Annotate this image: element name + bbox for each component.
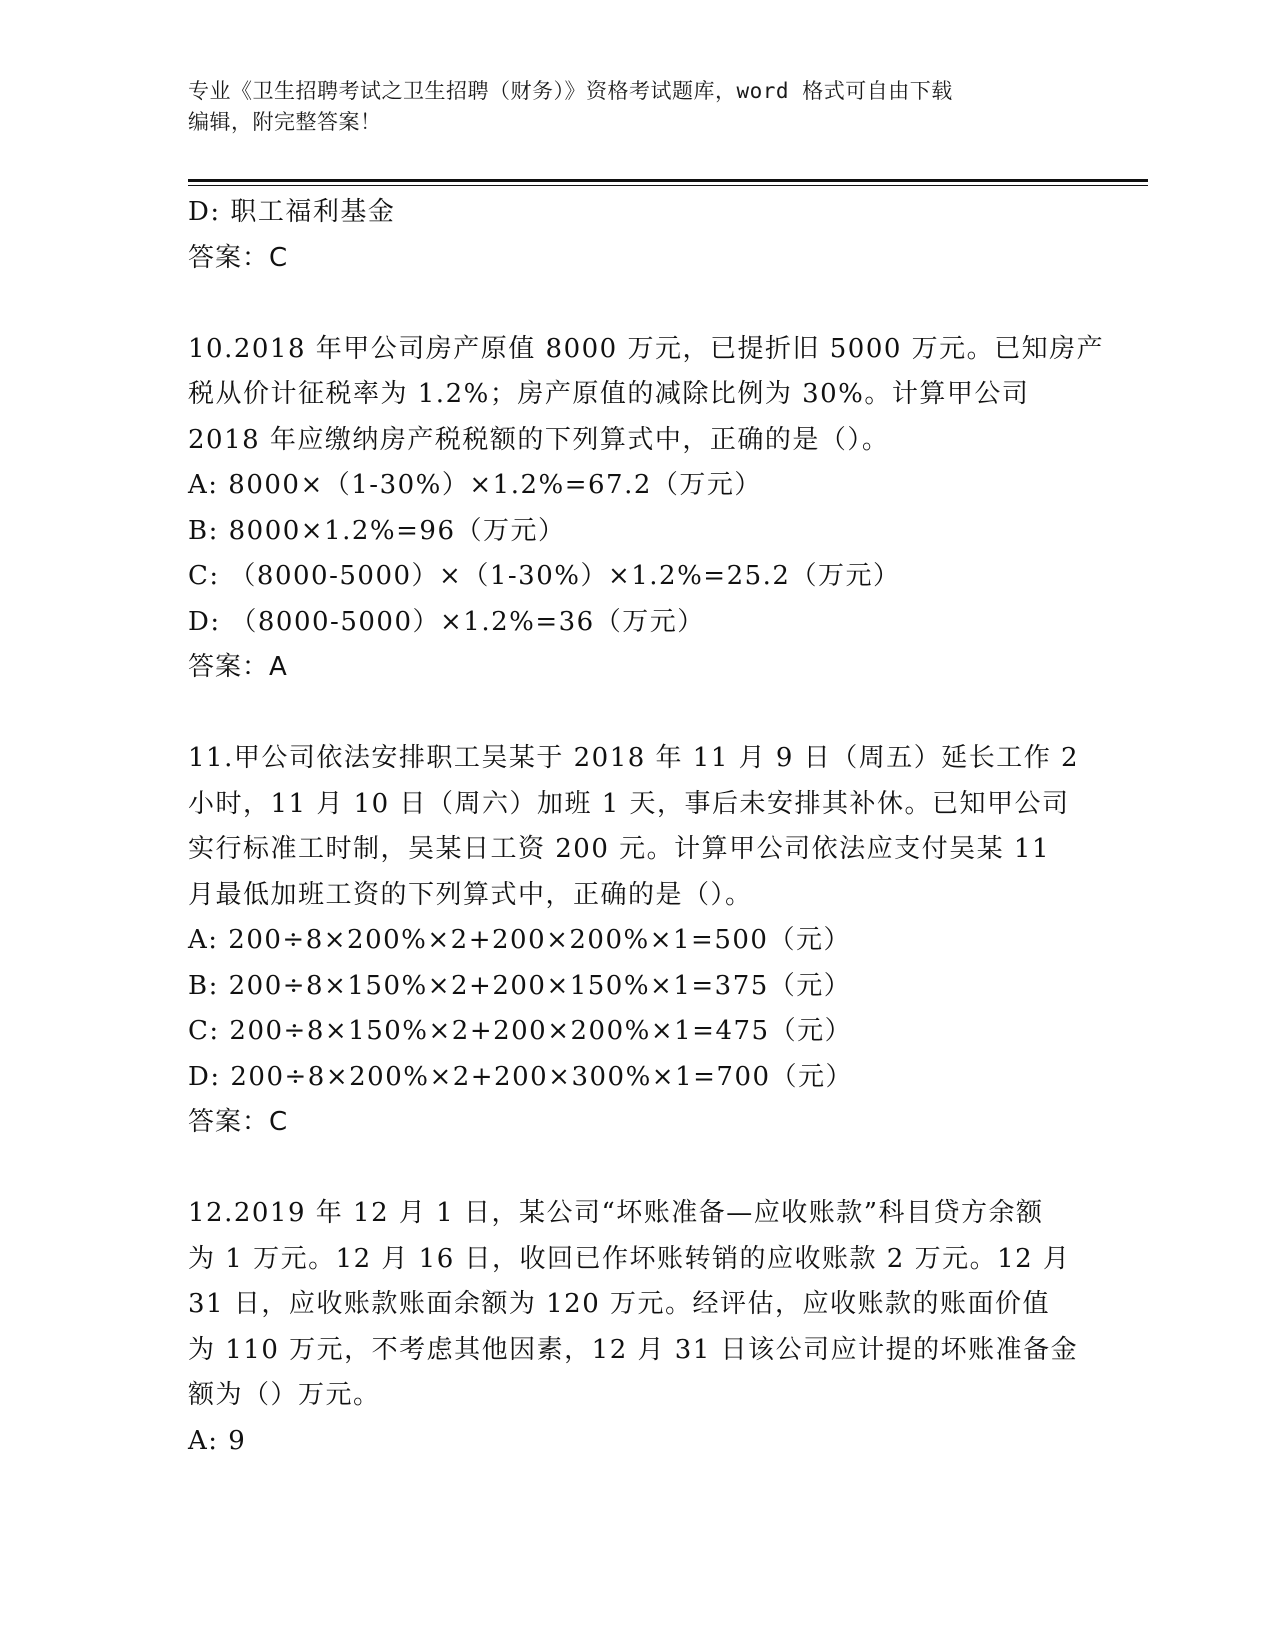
option-a: A: 9 [188,1425,247,1456]
option-a: A: 8000×（1-30%）×1.2%=67.2（万元） [188,470,762,500]
option-d: D: （8000-5000）×1.2%=36（万元） [188,606,705,637]
answer: 答案：C [188,242,289,273]
option-b: B: 8000×1.2%=96（万元） [188,515,566,546]
spacer [188,1146,1088,1192]
page-header [188,76,1068,138]
question-stem-line: 31 日，应收账款账面余额为 120 万元。经评估，应收账款的账面价值 [188,1289,1051,1319]
prev-question-tail [188,190,1088,281]
option-c: C: （8000-5000）×（1-30%）×1.2%=25.2（万元） [188,561,901,591]
option-a: A: 200÷8×200%×2+200×200%×1=500（元） [188,925,851,955]
option-d: D: 职工福利基金 [188,197,396,227]
question-stem-line: 2018 年应缴纳房产税税额的下列算式中，正确的是（）。 [188,424,890,455]
question-stem-line: 11.甲公司依法安排职工吴某于 2018 年 11 月 9 日（周五）延长工作 2 [188,743,1080,773]
header-line: 专业《卫生招聘考试之卫生招聘（财务）》资格考试题库，word 格式可自由下载 [188,79,953,103]
question-stem-line: 10.2018 年甲公司房产原值 8000 万元，已提折旧 5000 万元。已知房产 [188,333,1105,364]
question-stem-line: 为 110 万元，不考虑其他因素，12 月 31 日该公司应计提的坏账准备金 [188,1334,1079,1365]
question-stem-line: 小时，11 月 10 日（周六）加班 1 天，事后未安排其补休。已知甲公司 [188,788,1070,819]
option-b: B: 200÷8×150%×2+200×150%×1=375（元） [188,970,852,1001]
header-rule-thick [188,179,1148,182]
question-content [188,190,1105,1464]
answer: 答案：A [188,652,288,682]
header-line: 编辑，附完整答案！ [188,110,382,134]
question-stem-line: 额为（）万元。 [188,1380,381,1410]
answer: 答案：C [188,1107,289,1137]
question-stem-line: 实行标准工时制，吴某日工资 200 元。计算甲公司依法应支付吴某 11 [188,834,1051,864]
spacer [188,691,1088,737]
question-stem-line: 月最低加班工资的下列算式中，正确的是（）。 [188,879,753,910]
option-c: C: 200÷8×150%×2+200×200%×1=475（元） [188,1016,853,1046]
spacer [188,281,1088,327]
header-rule-thin [188,185,1148,186]
question-stem-line: 税从价计征税率为 1.2%；房产原值的减除比例为 30%。计算甲公司 [188,379,1030,409]
question-12 [188,1191,1088,1464]
option-d: D: 200÷8×200%×2+200×300%×1=700（元） [188,1061,854,1092]
question-11 [188,736,1088,1146]
question-stem-line: 12.2019 年 12 月 1 日，某公司“坏账准备—应收账款”科目贷方余额 [188,1198,1044,1228]
question-10 [188,327,1105,691]
question-stem-line: 为 1 万元。12 月 16 日，收回已作坏账转销的应收账款 2 万元。12 月 [188,1243,1071,1274]
